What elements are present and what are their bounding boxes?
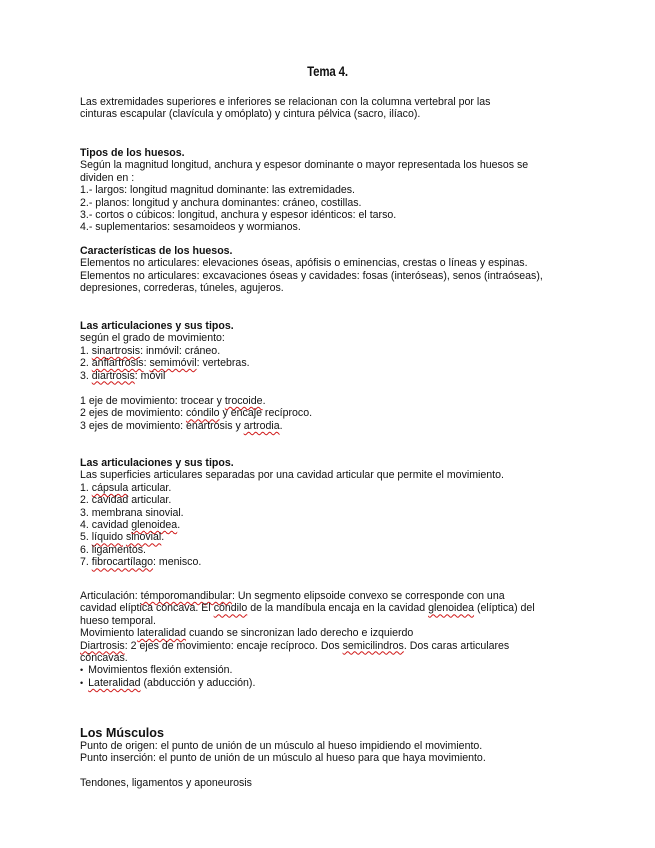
spellcheck-word: glenoidea xyxy=(428,602,475,615)
section-articulaciones-partes xyxy=(80,457,580,569)
list-item: 3 ejes de movimiento: enartrosis y artrodia. xyxy=(80,419,283,432)
spellcheck-word: cóndilo xyxy=(213,602,248,615)
spellcheck-word: témporomandibular xyxy=(140,590,232,602)
text-line: Elementos no articulares: elevaciones óseas, apófisis o eminencias, crestas o líneas y espinas. xyxy=(80,257,528,270)
text-line: Según la magnitud longitud, anchura y espesor dominante o mayor representada los huesos se xyxy=(80,159,529,172)
spellcheck-word: fibrocartílago xyxy=(91,556,154,569)
spellcheck-word: Lateralidad xyxy=(88,676,141,689)
text-line: dividen en : xyxy=(80,171,135,184)
intro-line: cinturas escapular (clavícula y omóplato) y cintura pélvica (sacro, ilíaco). xyxy=(80,108,421,121)
list-item: 5. líquido sinovial. xyxy=(80,531,165,544)
spellcheck-word: diartrosis xyxy=(91,369,135,382)
text-line: Elementos no articulares: excavaciones óseas y cavidades: fosas (interóseas), senos (intraóseas), xyxy=(80,269,543,282)
list-item: 7. fibrocartílago: menisco. xyxy=(80,556,202,569)
text-line: Punto inserción: el punto de unión de un músculo al hueso para que haya movimiento. xyxy=(80,752,486,765)
intro-line: Las extremidades superiores e inferiores se relacionan con la columna vertebral por las xyxy=(80,96,491,108)
section-musculos xyxy=(80,726,580,765)
spellcheck-word: sinartrosis xyxy=(91,344,141,357)
spellcheck-word: semimóvil xyxy=(149,357,197,370)
spellcheck-word: líquido xyxy=(91,531,123,544)
section-heading: Las articulaciones y sus tipos. xyxy=(80,320,234,332)
section-heading: Características de los huesos. xyxy=(80,245,233,257)
list-item: 3. diartrosis: móvil xyxy=(80,369,166,382)
text-line: Movimiento lateralidad cuando se sincronizan lado derecho e izquierdo xyxy=(80,627,414,640)
list-item: 4. cavidad glenoidea. xyxy=(80,519,181,532)
section-heading: Las articulaciones y sus tipos. xyxy=(80,457,234,469)
text-line: Las superficies articulares separadas por una cavidad articular que permite el movimiento. xyxy=(80,469,504,482)
section-heading: Los Músculos xyxy=(80,726,164,740)
section-tipos-huesos xyxy=(80,147,580,234)
text-line: Punto de origen: el punto de unión de un músculo al hueso impidiendo el movimiento. xyxy=(80,740,483,752)
text-line: cavidad elíptica cóncava. El cóndilo de la mandíbula encaja en la cavidad glenoidea (elíptica) del xyxy=(80,602,535,615)
text-line: cóncavas. xyxy=(80,652,128,665)
section-musculos-extra xyxy=(80,777,580,789)
list-item: 2.- planos: longitud y anchura dominantes: cráneo, costillas. xyxy=(80,196,362,209)
spellcheck-word: sinovial xyxy=(125,531,162,544)
list-item: 3.- cortos o cúbicos: longitud, anchura y espesor idénticos: el tarso. xyxy=(80,209,397,222)
section-heading: Tipos de los huesos. xyxy=(80,147,185,159)
ejes-movimiento xyxy=(80,395,580,432)
list-item: 2. anfiartrosis: semimóvil: vertebras. xyxy=(80,357,250,370)
spellcheck-word: semicilindros xyxy=(342,639,404,652)
bullet-item: • Lateralidad (abducción y aducción). xyxy=(80,677,580,689)
list-item: 1 eje de movimiento: trocear y trocoide. xyxy=(80,395,266,407)
intro-paragraph xyxy=(80,96,580,121)
bullet-item: • Movimientos flexión extensión. xyxy=(80,664,580,676)
list-item: 3. membrana sinovial. xyxy=(80,506,184,519)
spellcheck-word: glenoidea xyxy=(131,519,178,532)
text-line: depresiones, correderas, túneles, agujeros. xyxy=(80,282,284,295)
list-item: 1. sinartrosis: inmóvil: cráneo. xyxy=(80,344,221,357)
list-item: 2 ejes de movimiento: cóndilo y encaje recíproco. xyxy=(80,407,313,420)
spellcheck-word: Diartrosis xyxy=(80,639,125,652)
list-item: 1.- largos: longitud magnitud dominante: las extremidades. xyxy=(80,184,356,197)
section-temporomandibular xyxy=(80,590,580,689)
text-line: Diartrosis: 2 ejes de movimiento: encaje recíproco. Dos semicilindros. Dos caras articulares xyxy=(80,639,510,652)
section-articulaciones-grado xyxy=(80,320,580,382)
list-item: 2. cavidad articular. xyxy=(80,494,172,507)
spellcheck-word: trocoide xyxy=(224,395,263,407)
text-line: según el grado de movimiento: xyxy=(80,332,225,345)
list-item: 6. ligamentos. xyxy=(80,543,146,556)
text-line: Articulación: témporomandibular: Un segmento elipsoide convexo se corresponde con una xyxy=(80,590,505,602)
spellcheck-word: artrodia xyxy=(243,419,280,432)
page-title: Tema 4. xyxy=(307,63,348,79)
spellcheck-word: cápsula xyxy=(91,481,129,494)
spellcheck-word: anfiartrosis xyxy=(91,357,144,370)
text-line: hueso temporal. xyxy=(80,614,156,627)
list-item: 4.- suplementarios: sesamoideos y wormianos. xyxy=(80,221,301,234)
section-caracteristicas xyxy=(80,245,580,295)
spellcheck-word: lateralidad xyxy=(137,627,186,640)
list-item: 1. cápsula articular. xyxy=(80,481,172,494)
spellcheck-word: cóndilo xyxy=(186,407,220,420)
text-line: Tendones, ligamentos y aponeurosis xyxy=(80,777,252,789)
